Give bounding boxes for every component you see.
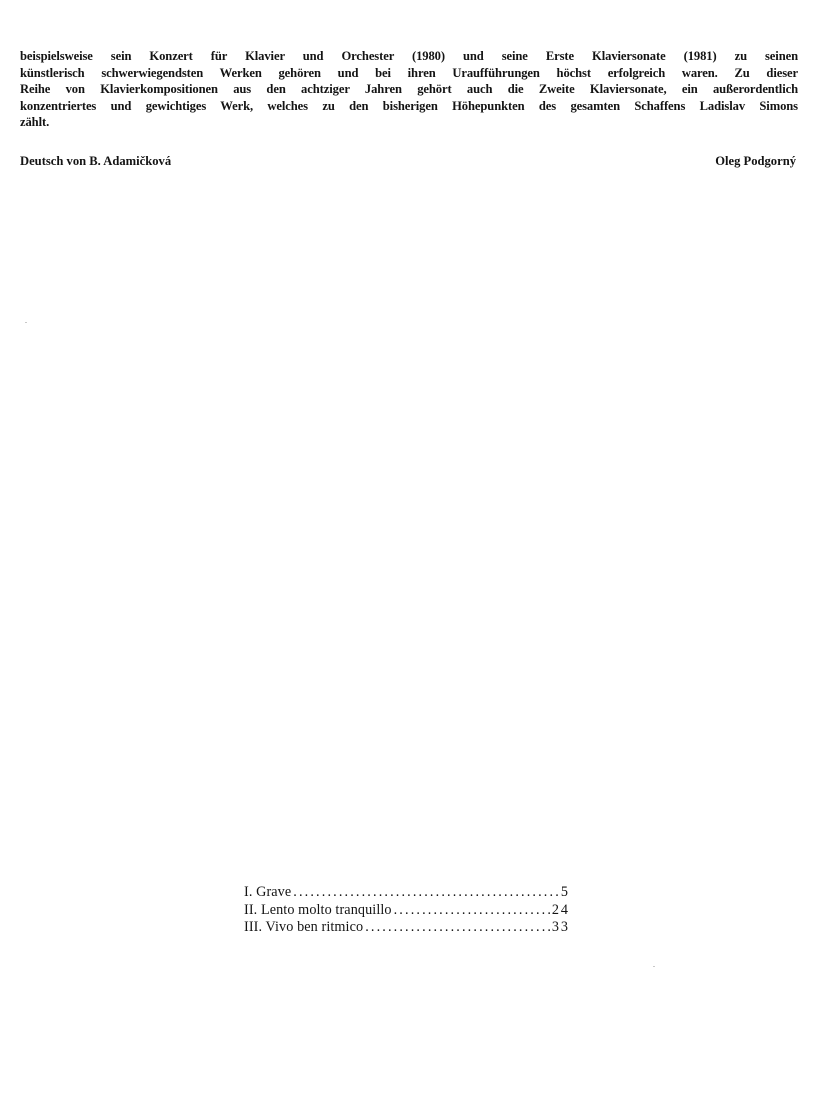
paragraph-line: künstlerisch schwerwiegendsten Werken gehören und bei ihren Uraufführungen höchst erfolgreich waren. Zu dieser (20, 65, 798, 80)
toc-entry-title: II. Lento molto tranquillo (244, 901, 392, 918)
toc-entry-page: 33 (551, 919, 570, 935)
toc-leader-dots (293, 884, 559, 902)
toc-leader-dots (365, 919, 550, 937)
paragraph-line: zählt. (20, 115, 50, 130)
paragraph-line: beispielsweise sein Konzert für Klavier und Orchester (1980) und seine Erste Klaviersonate (1981) zu seinen (20, 49, 798, 63)
author-signature: Oleg Podgorný (715, 154, 796, 168)
toc-leader-dots (394, 902, 550, 920)
toc-entry-title: III. Vivo ben ritmico (244, 919, 364, 935)
toc-entry (244, 884, 570, 902)
toc-entry-page: 5 (560, 884, 570, 900)
scan-speck (653, 966, 655, 967)
paragraph-line: Reihe von Klavierkompositionen aus den achtziger Jahren gehört auch die Zweite Klaviersonate, ein außerordentlich (20, 82, 798, 97)
body-paragraph (20, 48, 798, 131)
toc-entry-page: 24 (551, 901, 570, 918)
toc-entry (244, 902, 570, 920)
toc-entry-title: I. Grave (244, 884, 292, 900)
signature-row (20, 154, 796, 169)
toc-entry (244, 919, 570, 937)
translator-credit: Deutsch von B. Adamičková (20, 154, 172, 168)
scan-speck (25, 322, 27, 323)
table-of-contents (244, 884, 570, 937)
paragraph-line: konzentriertes und gewichtiges Werk, welches zu den bisherigen Höhepunkten des gesamten Schaffens Ladislav Simons (20, 98, 798, 113)
